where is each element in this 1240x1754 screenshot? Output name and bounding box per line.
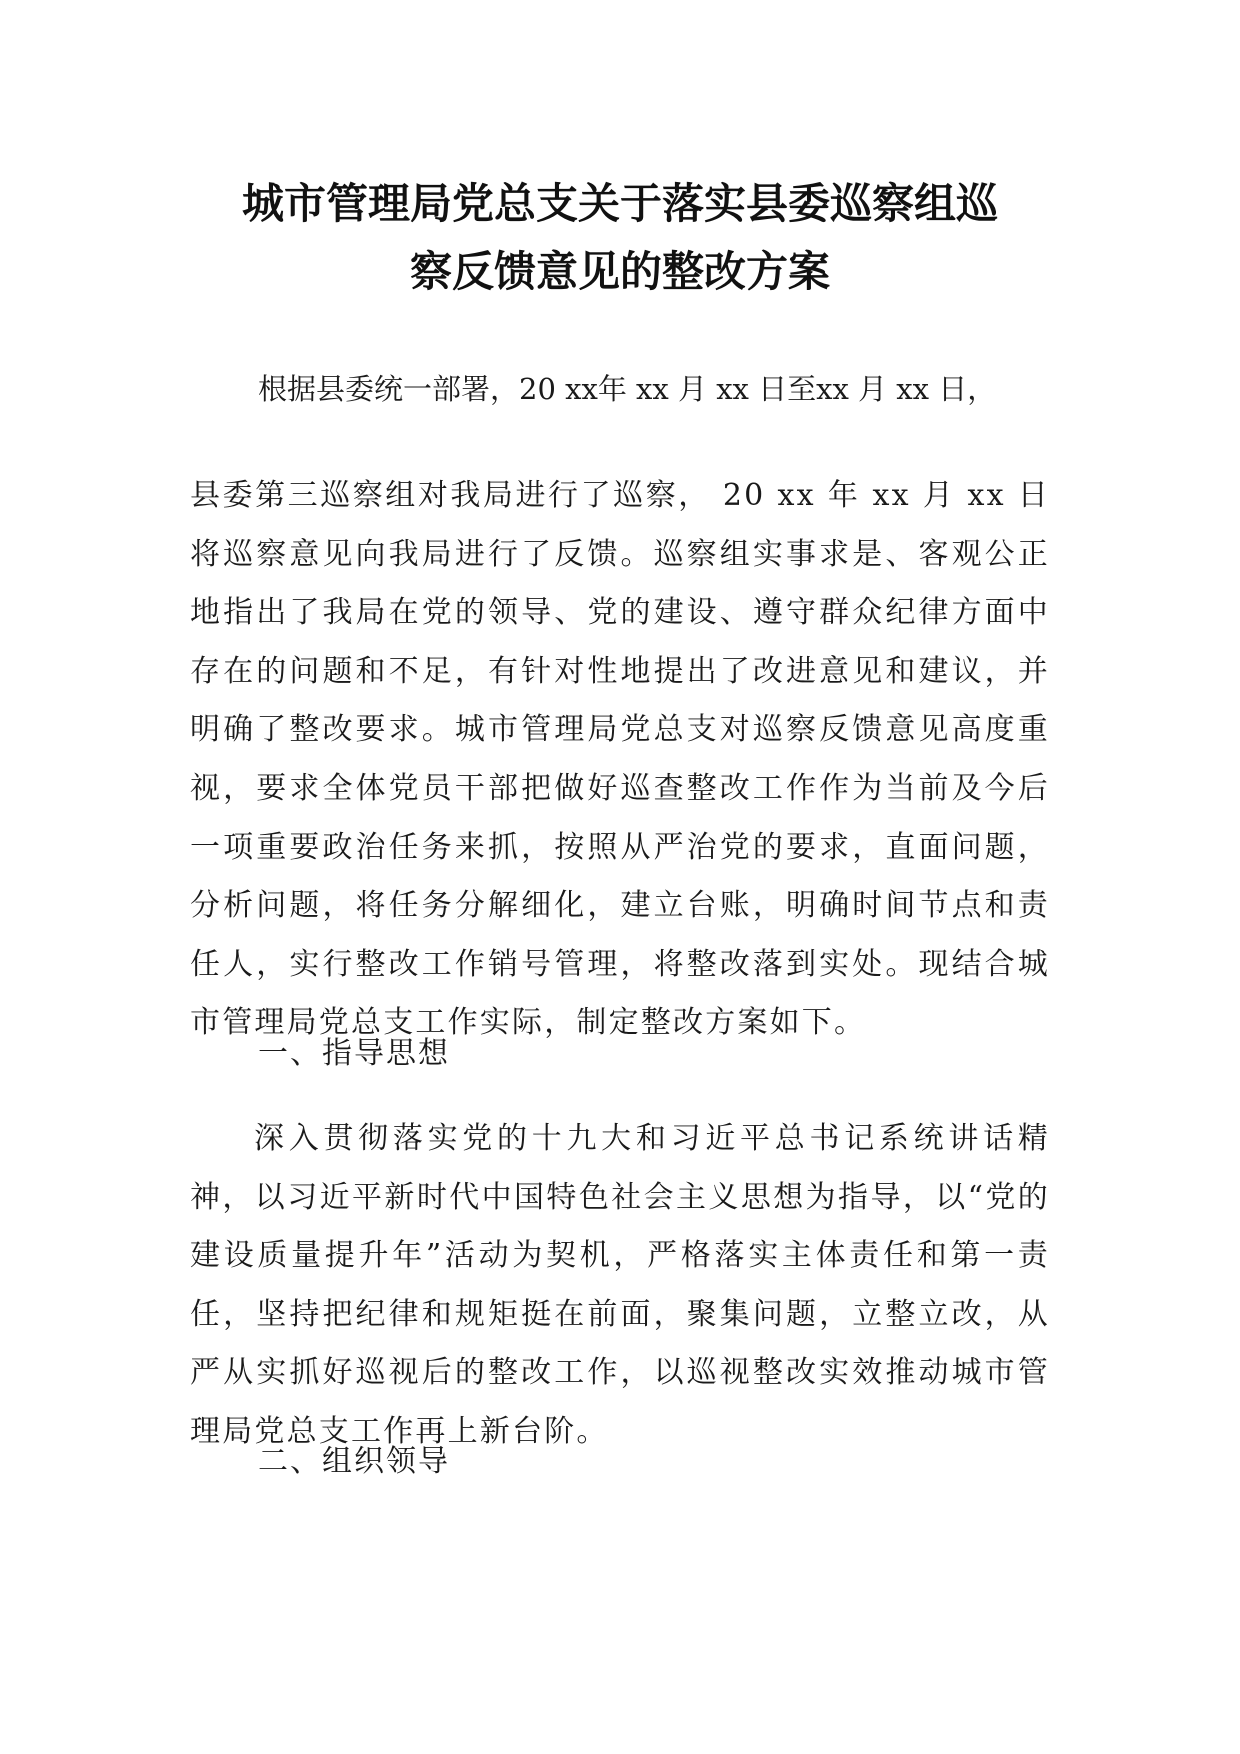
section-heading-guiding-ideology: 一、指导思想 [258, 1036, 450, 1071]
body-paragraph-1: 县委第三巡察组对我局进行了巡察， 20 xx 年 xx 月 xx 日将巡察意见向我局进行了反馈。巡察组实事求是、客观公正地指出了我局在党的领导、党的建设、遵守群众纪律方面中存在的问题和不足，有针对性地提出了改进意见和建议，并明确了整改要求。城市管理局党总支对巡察反馈意见高度重视，要求全体党员干部把做好巡查整改工作作为当前及今后一项重要政治任务来抓，按照从严治党的要求，直面问题，分析问题，将任务分解细化，建立台账，明确时间节点和责任人，实行整改工作销号管理，将整改落到实处。现结合城市管理局党总支工作实际，制定整改方案如下。 [190, 478, 1050, 1041]
section-heading-organization: 二、组织领导 [258, 1444, 450, 1479]
body-paragraph-2: 深入贯彻落实党的十九大和习近平总书记系统讲话精神，以习近平新时代中国特色社会主义思想为指导，以“党的建设质量提升年”活动为契机，严格落实主体责任和第一责任，坚持把纪律和规矩挺在前面，聚集问题，立整立改，从严从实抓好巡视后的整改工作，以巡视整改实效推动城市管理局党总支工作再上新台阶。 [190, 1121, 1050, 1449]
document-title-line-2: 察反馈意见的整改方案 [409, 247, 830, 296]
document-title-line-1: 城市管理局党总支关于落实县委巡察组巡 [241, 179, 998, 228]
intro-paragraph: 根据县委统一部署，20 xx年 xx 月 xx 日至xx 月 xx 日， [258, 372, 997, 406]
